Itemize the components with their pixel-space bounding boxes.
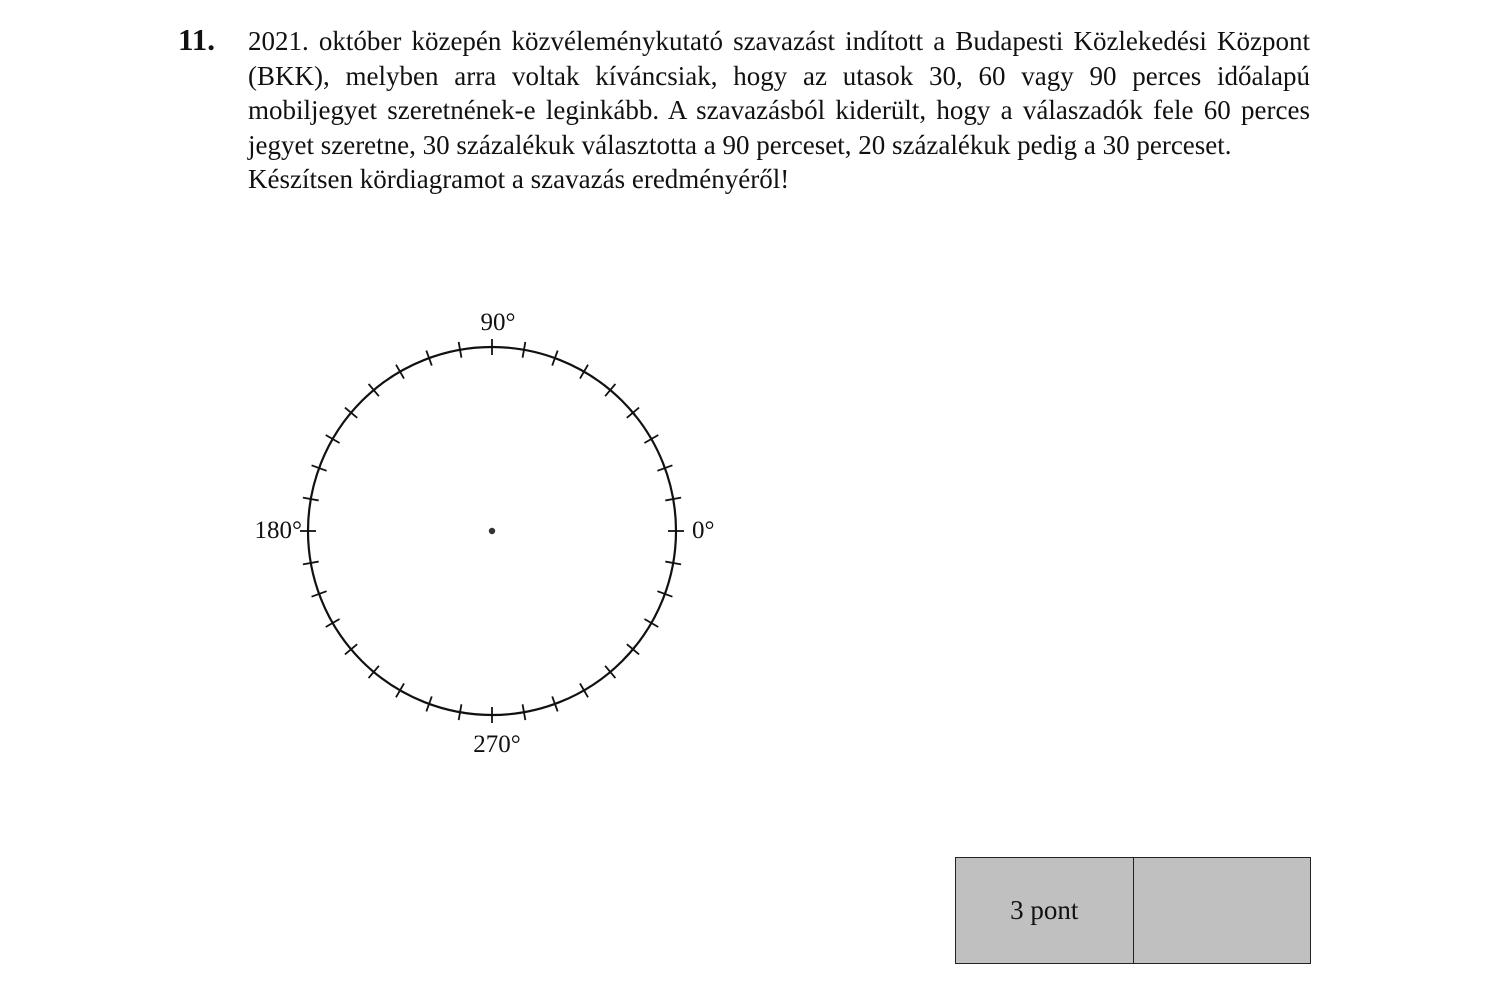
tick-mark <box>580 365 588 379</box>
label-270-degrees: 270° <box>473 731 521 758</box>
label-180-degrees: 180° <box>254 517 302 544</box>
center-dot <box>489 528 495 534</box>
problem-text <box>248 24 1310 197</box>
tick-mark <box>326 435 340 443</box>
tick-mark <box>396 683 404 697</box>
score-entry-cell[interactable] <box>1133 858 1311 963</box>
problem-paragraph: 2021. október közepén közvéleménykutató szavazást indított a Budapesti Közlekedési Központ (BKK), melyben arra voltak kíváncsiak, hogy az utasok 30, 60 vagy 90 perces időalapú mobiljegyet szeretnének-e leginkább. A szavazásból kiderült, hogy a válaszadók fele 60 perces jegyet szeretne, 30 százalékuk választotta a 90 perceset, 20 százalékuk pedig a 30 perceset. <box>248 26 1310 160</box>
tick-mark <box>396 365 404 379</box>
tick-mark <box>644 435 658 443</box>
score-box <box>955 857 1311 964</box>
protractor-circle-diagram <box>230 290 750 770</box>
problem-instruction: Készítsen kördiagramot a szavazás eredményéről! <box>248 164 790 194</box>
score-label-cell: 3 pont <box>1010 895 1079 925</box>
label-0-degrees: 0° <box>692 517 715 544</box>
tick-mark <box>326 619 340 627</box>
tick-mark <box>644 619 658 627</box>
problem-number: 11. <box>178 22 216 57</box>
label-90-degrees: 90° <box>480 309 516 336</box>
tick-mark <box>580 683 588 697</box>
